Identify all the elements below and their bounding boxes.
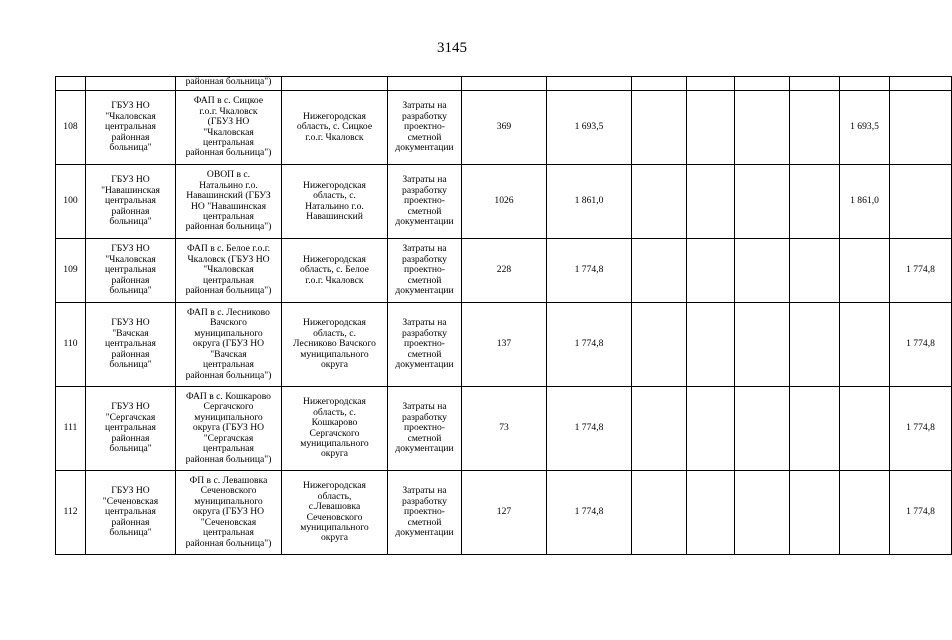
cell-total: 1 774,8: [547, 303, 632, 387]
table-row: [56, 165, 952, 239]
cell-code: 73: [462, 387, 547, 471]
table-row: [56, 471, 952, 555]
cell-expense: Затраты на разработку проектно- сметной документации: [388, 303, 462, 387]
cell-expense: Затраты на разработку проектно- сметной документации: [388, 91, 462, 165]
cell-total: 1 774,8: [547, 471, 632, 555]
cell-org: [86, 77, 176, 91]
cell-year-5: [840, 387, 890, 471]
cell-year-6: 1 774,8: [890, 303, 952, 387]
cell-expense: Затраты на разработку проектно- сметной документации: [388, 165, 462, 239]
cell-year-1: [632, 239, 687, 303]
cell-object: ФП в с. Левашовка Сеченовского муниципального округа (ГБУЗ НО "Сеченовская центральная районная больница"): [176, 471, 282, 555]
cell-year-6: 1 774,8: [890, 239, 952, 303]
cell-year-4: [790, 471, 840, 555]
cell-id: 111: [56, 387, 86, 471]
cell-year-2: [687, 387, 735, 471]
cell-year-1: [632, 303, 687, 387]
cell-year-6: 1 774,8: [890, 387, 952, 471]
cell-year-4: [790, 77, 840, 91]
table-row: [56, 91, 952, 165]
cell-year-4: [790, 239, 840, 303]
cell-code: 369: [462, 91, 547, 165]
cell-expense: Затраты на разработку проектно- сметной документации: [388, 471, 462, 555]
cell-total: 1 774,8: [547, 239, 632, 303]
cell-year-3: [735, 77, 790, 91]
cell-year-6: [890, 91, 952, 165]
cell-address: Нижегородская область, с. Сицкое г.о.г. Чкаловск: [282, 91, 388, 165]
cell-address: Нижегородская область, с. Кошкарово Сергачского муниципального округа: [282, 387, 388, 471]
cell-year-3: [735, 165, 790, 239]
cell-year-2: [687, 91, 735, 165]
cell-year-2: [687, 471, 735, 555]
cell-id: 108: [56, 91, 86, 165]
cell-year-3: [735, 91, 790, 165]
cell-address: [282, 77, 388, 91]
table-row-continued: [56, 77, 952, 91]
cell-year-2: [687, 303, 735, 387]
cell-year-1: [632, 471, 687, 555]
cell-expense: Затраты на разработку проектно- сметной документации: [388, 387, 462, 471]
cell-org: ГБУЗ НО "Вачская центральная районная больница": [86, 303, 176, 387]
cell-address: Нижегородская область, с. Натальино г.о. Навашинский: [282, 165, 388, 239]
cell-code: [462, 77, 547, 91]
cell-year-1: [632, 91, 687, 165]
cell-address: Нижегородская область, с. Белое г.о.г. Чкаловск: [282, 239, 388, 303]
cell-year-3: [735, 387, 790, 471]
cell-year-6: [890, 77, 952, 91]
cell-expense: Затраты на разработку проектно- сметной документации: [388, 239, 462, 303]
cell-object: ФАП в с. Кошкарово Сергачского муниципального округа (ГБУЗ НО "Сергачская центральная районная больница"): [176, 387, 282, 471]
cell-year-3: [735, 239, 790, 303]
cell-year-4: [790, 303, 840, 387]
cell-org: ГБУЗ НО "Чкаловская центральная районная больница": [86, 239, 176, 303]
cell-year-4: [790, 387, 840, 471]
cell-object: ФАП в с. Белое г.о.г. Чкаловск (ГБУЗ НО "Чкаловская центральная районная больница"): [176, 239, 282, 303]
cell-object: ФАП в с. Лесниково Вачского муниципального округа (ГБУЗ НО "Вачская центральная районная больница"): [176, 303, 282, 387]
cell-year-1: [632, 387, 687, 471]
table-row: [56, 303, 952, 387]
cell-year-5: 1 861,0: [840, 165, 890, 239]
cell-total: 1 861,0: [547, 165, 632, 239]
cell-address: Нижегородская область, с.Левашовка Сеченовского муниципального округа: [282, 471, 388, 555]
cell-object: ФАП в с. Сицкое г.о.г. Чкаловск (ГБУЗ НО "Чкаловская центральная районная больница"): [176, 91, 282, 165]
cell-object: районная больница"): [176, 77, 282, 91]
cell-expense: [388, 77, 462, 91]
cell-address: Нижегородская область, с. Лесниково Вачского муниципального округа: [282, 303, 388, 387]
cell-year-5: 1 693,5: [840, 91, 890, 165]
cell-year-5: [840, 303, 890, 387]
cell-org: ГБУЗ НО "Сергачская центральная районная больница": [86, 387, 176, 471]
cell-year-3: [735, 471, 790, 555]
cell-object: ОВОП в с. Натальино г.о. Навашинский (ГБУЗ НО "Навашинская центральная районная больница"): [176, 165, 282, 239]
cell-year-5: [840, 77, 890, 91]
cell-year-3: [735, 303, 790, 387]
cell-id: 110: [56, 303, 86, 387]
cell-year-1: [632, 165, 687, 239]
cell-total: 1 774,8: [547, 387, 632, 471]
cell-total: [547, 77, 632, 91]
cell-code: 137: [462, 303, 547, 387]
table-row: [56, 239, 952, 303]
page-number: 3145: [437, 40, 467, 56]
cell-code: 127: [462, 471, 547, 555]
cell-total: 1 693,5: [547, 91, 632, 165]
cell-id: 100: [56, 165, 86, 239]
cell-year-4: [790, 91, 840, 165]
cell-org: ГБУЗ НО "Навашинская центральная районная больница": [86, 165, 176, 239]
cell-org: ГБУЗ НО "Сеченовская центральная районная больница": [86, 471, 176, 555]
cell-year-6: 1 774,8: [890, 471, 952, 555]
cell-id: 112: [56, 471, 86, 555]
cell-org: ГБУЗ НО "Чкаловская центральная районная больница": [86, 91, 176, 165]
data-table: [55, 76, 952, 555]
cell-year-1: [632, 77, 687, 91]
cell-code: 1026: [462, 165, 547, 239]
cell-year-2: [687, 239, 735, 303]
cell-code: 228: [462, 239, 547, 303]
cell-year-6: [890, 165, 952, 239]
cell-year-2: [687, 165, 735, 239]
cell-id: 109: [56, 239, 86, 303]
cell-year-4: [790, 165, 840, 239]
table-row: [56, 387, 952, 471]
cell-year-5: [840, 471, 890, 555]
cell-id: [56, 77, 86, 91]
cell-year-5: [840, 239, 890, 303]
cell-year-2: [687, 77, 735, 91]
